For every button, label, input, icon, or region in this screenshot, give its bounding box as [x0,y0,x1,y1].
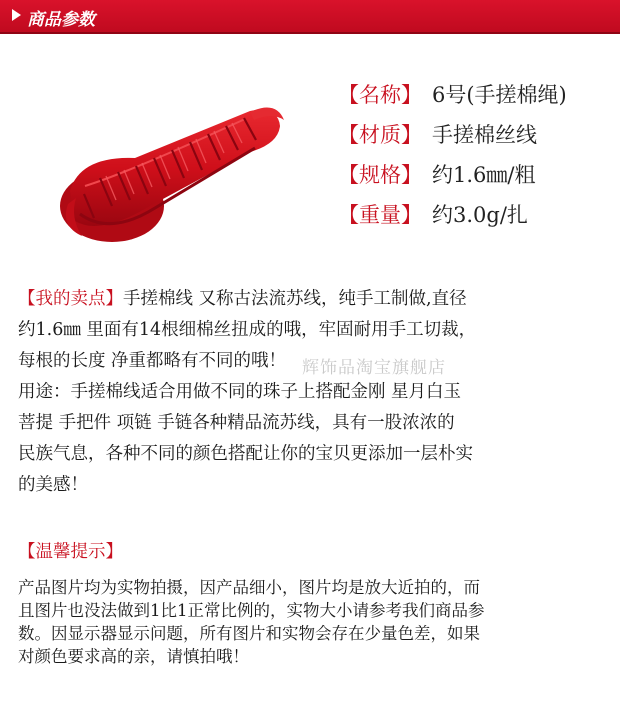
selling-point-line: 约1.6㎜ 里面有14根细棉丝扭成的哦，牢固耐用手工切裁， [18,320,477,340]
spec-value: 手搓棉丝线 [432,123,537,147]
triangle-right-icon [12,9,21,21]
notice-label: 【温馨提示】 [18,542,123,562]
notice-line: 数。因显示器显示问题，所有图片和实物会存在少量色差，如果 [18,624,480,643]
selling-point-line-1 [18,284,604,315]
spec-label: 【名称】 [338,83,422,107]
section-title: 商品参数 [27,10,95,30]
shop-watermark: 辉饰品淘宝旗舰店 [302,358,446,378]
selling-point-line: 用途：手搓棉线适合用做不同的珠子上搭配金刚 星月白玉 [18,382,462,402]
selling-point-label: 【我的卖点】 [18,289,123,309]
spec-label: 【规格】 [338,163,422,187]
spec-weight-row [338,199,528,231]
spec-material-row [338,119,537,151]
notice-line: 对颜色要求高的亲，请慎拍哦！ [18,647,249,666]
spec-label: 【重量】 [338,203,422,227]
selling-point-line: 的美感！ [18,475,88,495]
section-header-bar [0,0,620,34]
notice-paragraph [18,576,604,668]
selling-point-text: 手搓棉线 又称古法流苏线，纯手工制做,直径 [123,289,467,309]
spec-label: 【材质】 [338,123,422,147]
selling-point-paragraph [18,284,604,501]
spec-value: 约1.6㎜/粗 [432,163,536,187]
spec-name-row [338,79,567,111]
spec-value: 约3.0g/扎 [432,203,528,227]
spec-size-row [338,159,535,191]
product-image [40,86,290,256]
notice-line: 产品图片均为实物拍摄，因产品细小，图片均是放大近拍的，而 [18,578,480,597]
selling-point-line: 菩提 手把件 项链 手链各种精品流苏线，具有一股浓浓的 [18,413,455,433]
selling-point-line: 每根的长度 净重都略有不同的哦！ [18,351,287,371]
notice-line: 且图片也没法做到1比1正常比例的，实物大小请参考我们商品参 [18,601,485,620]
spec-value: 6号(手搓棉绳) [432,83,567,107]
selling-point-line: 民族气息，各种不同的颜色搭配让你的宝贝更添加一层朴实 [18,444,473,464]
